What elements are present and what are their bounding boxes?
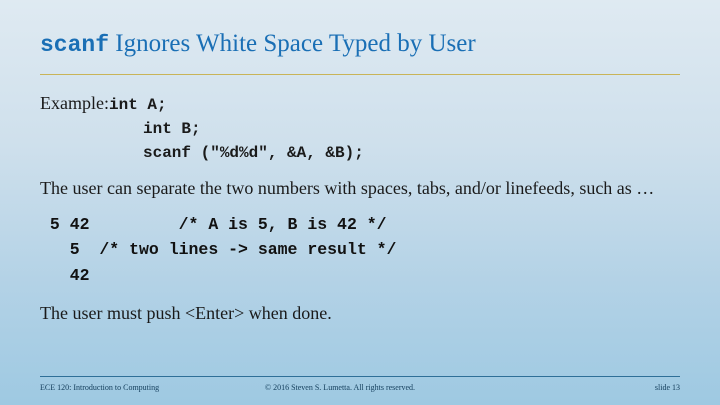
sample-input-line-0: 5 42 /* A is 5, B is 42 */ — [40, 214, 387, 234]
example-first-line — [40, 92, 690, 116]
sample-input-line-1: 5 /* two lines -> same result */ — [40, 240, 397, 260]
example-code-line-0: int A; — [108, 96, 167, 114]
example-label: Example: — [40, 93, 109, 113]
sample-input-line-2: 42 — [40, 266, 90, 286]
page-title — [40, 30, 680, 58]
example-code-row-1 — [40, 116, 690, 140]
footer-slide-number: slide 13 — [654, 383, 680, 392]
example-code-line-2: scanf ("%d%d", &A, &B); — [143, 144, 364, 163]
footer-copyright: © 2016 Steven S. Lumetta. All rights reserved. — [265, 383, 416, 392]
paragraph-separate-numbers: The user can separate the two numbers with spaces, tabs, and/or linefeeds, such as … — [40, 178, 655, 199]
slide-footer — [40, 381, 680, 397]
title-code-word: scanf — [40, 32, 110, 58]
footer-course: ECE 120: Introduction to Computing — [40, 383, 160, 392]
title-divider — [40, 74, 680, 75]
paragraph-push-enter: The user must push <Enter> when done. — [40, 302, 332, 323]
sample-input-block — [40, 212, 690, 289]
footer-divider — [40, 376, 680, 377]
slide-body — [40, 92, 690, 324]
title-rest: Ignores White Space Typed by User — [109, 30, 476, 57]
example-code-row-2 — [40, 140, 690, 164]
example-code-line-1: int B; — [143, 120, 201, 139]
